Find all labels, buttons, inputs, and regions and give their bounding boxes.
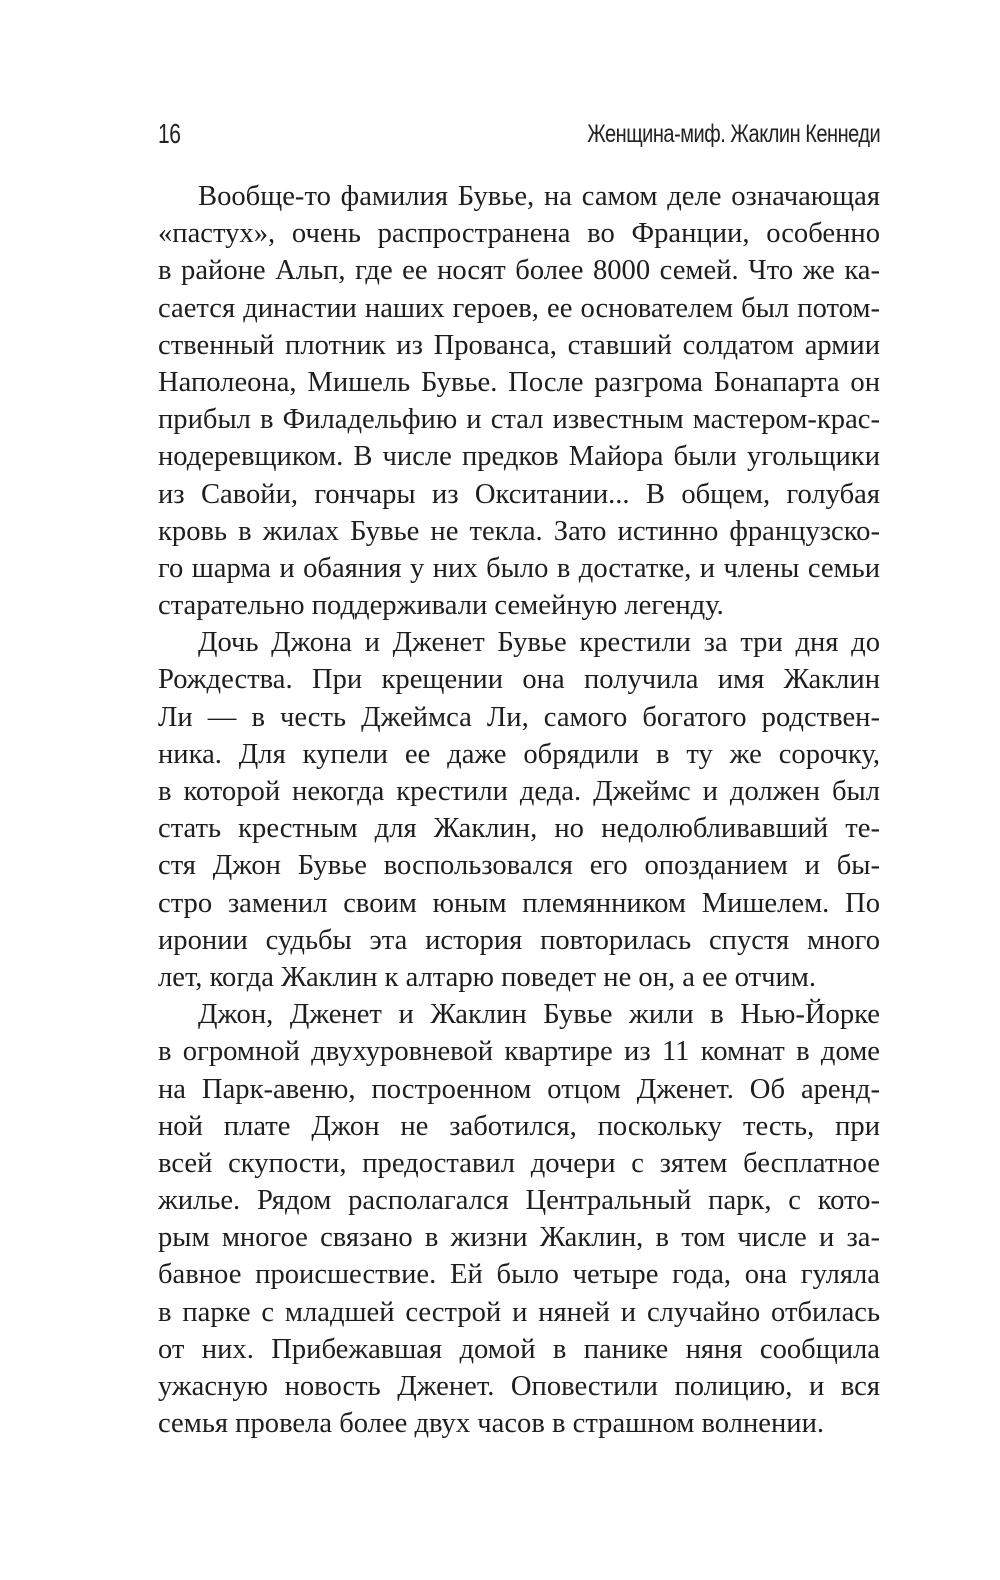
text-line: прибыл в Филадельфию и стал известным мастером-крас- xyxy=(158,404,880,436)
text-line: Наполеона, Мишель Бувье. После разгрома Бонапарта он xyxy=(158,366,880,398)
text-line: нодеревщиком. В числе предков Майора были угольщики xyxy=(158,441,880,473)
text-line: стро заменил своим юным племянником Мишелем. По xyxy=(158,887,880,919)
text-line: ственный плотник из Прованса, ставший солдатом армии xyxy=(158,329,880,361)
text-line: иронии судьбы эта история повторилась спустя много xyxy=(158,924,880,956)
text-line: из Савойи, гончары из Окситании... В общем, голубая xyxy=(158,478,880,510)
text-line: жилье. Рядом располагался Центральный парк, с кото- xyxy=(158,1185,880,1217)
text-line: лет, когда Жаклин к алтарю поведет не он, а ее отчим. xyxy=(158,961,817,993)
running-title: Женщина-миф. Жаклин Кеннеди xyxy=(587,120,880,148)
running-head xyxy=(158,112,880,156)
text-line: в районе Альп, где ее носят более 8000 семей. Что же ка- xyxy=(158,255,880,287)
text-line: Вообще-то фамилия Бувье, на самом деле означающая xyxy=(198,181,880,212)
text-line: в парке с младшей сестрой и няней и случайно отбилась xyxy=(158,1296,880,1328)
text-line: Рождества. При крещении она получила имя Жаклин xyxy=(158,664,880,696)
page-number: 16 xyxy=(158,118,181,149)
text-line: ной плате Джон не заботился, поскольку тесть, при xyxy=(158,1110,880,1142)
text-line: на Парк-авеню, построенном отцом Дженет. Об аренд- xyxy=(158,1073,880,1105)
text-line: стать крестным для Жаклин, но недолюбливавший те- xyxy=(158,813,880,845)
text-line: стя Джон Бувье воспользовался его опозданием и бы- xyxy=(158,850,880,882)
text-line: в которой некогда крестили деда. Джеймс и должен был xyxy=(158,776,880,807)
text-line: го шарма и обаяния у них было в достатке, и члены семьи xyxy=(158,552,880,584)
text-line: семья провела более двух часов в страшном волнении. xyxy=(158,1408,825,1440)
paragraph-3 xyxy=(158,996,880,1442)
text-line: ужасную новость Дженет. Оповестили полицию, и вся xyxy=(158,1371,880,1402)
paragraph-1 xyxy=(158,178,880,624)
text-line: рым многое связано в жизни Жаклин, в том числе и за- xyxy=(158,1222,880,1254)
text-line: Ли — в честь Джеймса Ли, самого богатого родствен- xyxy=(158,701,880,733)
text-line: старательно поддерживали семейную легенду. xyxy=(158,590,724,622)
text-line: ника. Для купели ее даже обрядили в ту же сорочку, xyxy=(158,738,880,770)
body-text xyxy=(158,178,880,1442)
text-line: «пастух», очень распространена во Франции, особенно xyxy=(158,218,880,250)
text-line: от них. Прибежавшая домой в панике няня сообщила xyxy=(158,1333,880,1365)
text-line: сается династии наших героев, ее основателем был потом- xyxy=(158,292,880,324)
text-line: в огромной двухуровневой квартире из 11 комнат в доме xyxy=(158,1036,880,1068)
text-line: кровь в жилах Бувье не текла. Зато истинно французско- xyxy=(158,515,880,547)
text-line: всей скупости, предоставил дочери с зятем бесплатное xyxy=(158,1147,880,1179)
paragraph-2 xyxy=(158,624,880,996)
text-line: бавное происшествие. Ей было четыре года, она гуляла xyxy=(158,1259,880,1291)
text-line: Джон, Дженет и Жаклин Бувье жили в Нью-Йорке xyxy=(198,999,880,1031)
text-line: Дочь Джона и Дженет Бувье крестили за три дня до xyxy=(198,627,880,659)
